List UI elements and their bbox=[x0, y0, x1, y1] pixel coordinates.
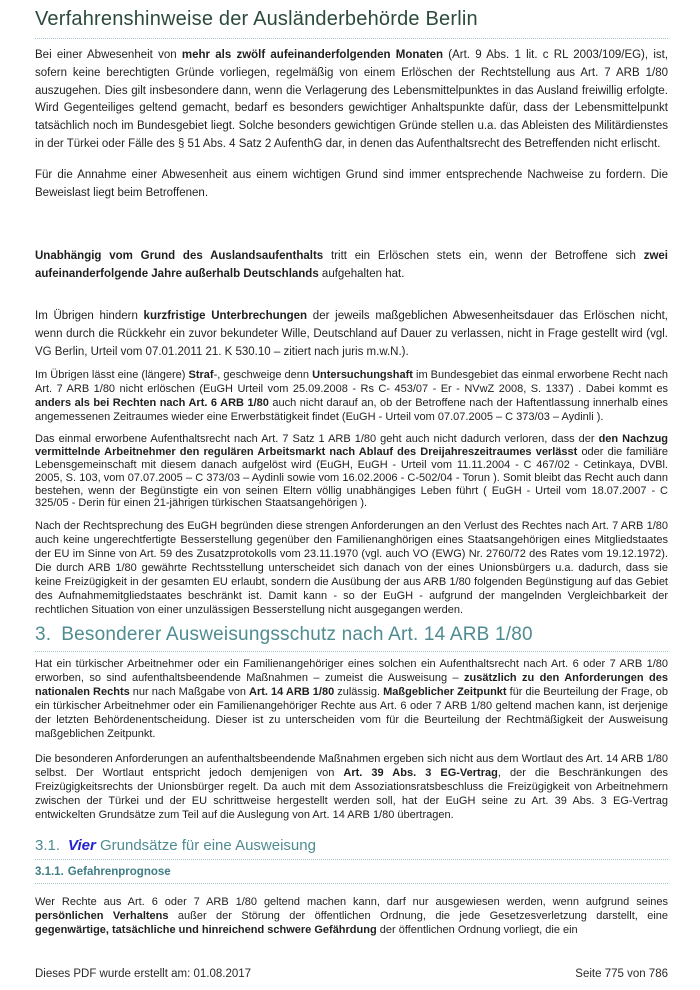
section-heading-3-1 bbox=[35, 837, 668, 860]
section-number: 3.1. bbox=[35, 837, 61, 855]
document-title: Verfahrenshinweise der Ausländerbehörde Berlin bbox=[35, 8, 668, 39]
section-number: 3.1.1. bbox=[35, 866, 64, 879]
text-run: -, geschweige denn bbox=[213, 369, 313, 382]
text-run: oder die familiäre Lebensgemeinschaft mit diesem danach aufgelöst wird (EuGH, EuGH - Urteil vom 11.11.2004 - C 467/02 - Cetinkaya, DVBl. 2005, S. 103, vom 07.07.2005 – C 373/03 – Aydinli sowie vom 16.02.2006 - C-502/04 - Torun ). Somit bleibt das Recht auch dann bestehen, wenn der Begünstigte ein von seinen Eltern völlig unabhängiges Leben führt ( EuGH - Urteil vom 18.07.2007 - C 325/05 - Derin für einen 21-jährigen türkischen Staatsangehörigen ). bbox=[35, 446, 669, 510]
text-run: der jeweils maßgeblichen Abwesenheitsdauer das Erlöschen nicht, wenn durch die Rückkehr ein zuvor bekundeter Wille, Deutschland auf Dauer zu verlassen, nicht in Frage gestellt wird (vgl. VG Berlin, Urteil vom 07.01.2011 21. K 530.10 – zitiert nach juris m.w.N.). bbox=[35, 309, 668, 358]
paragraph bbox=[35, 433, 668, 510]
bold-text-run: anders als bei Rechten nach Art. 6 ARB 1/80 bbox=[35, 397, 269, 410]
bold-text-run: Untersuchungshaft bbox=[312, 369, 413, 382]
text-run: Besonderer Ausweisungsschutz nach Art. 14 ARB 1/80 bbox=[61, 624, 533, 646]
footer-created-date: Dieses PDF wurde erstellt am: 01.08.2017 bbox=[35, 968, 252, 980]
text-run: aufgehalten hat. bbox=[318, 268, 405, 281]
text-run: Hat ein türkischer Arbeitnehmer oder ein Familienangehöriger eines solchen ein Aufenthaltsrecht nach Art. 6 oder 7 ARB 1/80 erworben, so sind aufenthaltsbeendende Maßnahmen – zumeist die Ausweisung – bbox=[35, 658, 668, 685]
text-run: Im Übrigen lässt eine (längere) bbox=[35, 369, 189, 382]
paragraph bbox=[35, 368, 668, 424]
bold-text-run: gegenwärtige, tatsächliche und hinreichend schwere Gefährdung bbox=[35, 924, 377, 937]
text-run: außer der Störung der öffentlichen Ordnung, die jede Gesetzesverletzung darstellt, eine bbox=[168, 910, 669, 923]
paragraph bbox=[35, 248, 668, 284]
bold-text-run: Straf bbox=[188, 369, 214, 382]
bold-text-run: Art. 39 Abs. 3 EG-Vertrag bbox=[343, 767, 498, 780]
paragraph bbox=[35, 308, 668, 361]
bold-text-run: zusätzlich zu den Anforderungen des nationalen Rechts bbox=[35, 672, 669, 699]
section-number: 3. bbox=[35, 624, 52, 646]
bold-text-run: den Nachzug vermittelnde Arbeitnehmer den regulären Arbeitsmarkt nach Ablauf des Dreijahreszeitraumes verlässt bbox=[35, 433, 669, 459]
paragraph bbox=[35, 47, 668, 154]
section-heading-3 bbox=[35, 624, 668, 652]
text-run: Nach der Rechtsprechung des EuGH begründen diese strengen Anforderungen an den Verlust des Rechtes nach Art. 7 ARB 1/80 auch keine ungerechtfertigte Besserstellung gegenüber den Familienanghörigen eines Staatsangehörigen eines Mitgliedstaates der EU im Sinne von Art. 59 des Zusatzprotokolls vom 23.11.1970 (vgl. auch VO (EWG) Nr. 2760/72 des Rates vom 19.12.1972). Die durch ARB 1/80 gewährte Rechtsstellung unterscheidet sich danach von der eines Unionsbürgers u.a. dadurch, dass sie keine Freizügigkeit in der gesamten EU erlaubt, sondern die Ausübung der aus ARB 1/80 folgenden Begünstigung auf das Gebiet des Aufnahmemitgliedstaates beschränkt ist. Damit kann - so der EuGH - aufgrund der mangelnden Vergleichbarkeit der rechtlichen Situation von einer unzulässigen Besserstellung nicht ausgegangen werden. bbox=[35, 520, 668, 617]
bold-text-run: Maßgeblicher Zeitpunkt bbox=[383, 686, 507, 699]
paragraph bbox=[35, 895, 668, 937]
text-run: für die Beurteilung der Frage, ob ein türkischer Arbeitnehmer oder ein Familienangehöriger Rechte aus Art. 6 oder 7 ARB 1/80 geltend machen kann, ist derjenige der letzten Behördenentscheidung. Dieser ist zu unterscheiden vom für die Beurteilung der Rechtmäßigkeit der Ausweisung maßgeblichen Zeitpunkt. bbox=[35, 686, 669, 741]
text-run: zulässig. bbox=[334, 686, 384, 699]
text-run: im Bundesgebiet das einmal erworbene Recht nach Art. 7 ARB 1/80 nicht erlöschen (EuGH Urteil vom 25.09.2008 - Rs C- 453/07 - Er - NVwZ 2008, S. 1337) . Dabei kommt es bbox=[35, 369, 669, 396]
bold-text-run: kurzfristige Unterbrechungen bbox=[143, 309, 308, 322]
paragraph bbox=[35, 657, 668, 741]
text-run: Wer Rechte aus Art. 6 oder 7 ARB 1/80 geltend machen kann, darf nur ausgewiesen werden, wenn aufgrund seines bbox=[35, 896, 668, 909]
text-run: Grundsätze für eine Ausweisung bbox=[95, 837, 316, 855]
text-run: Gefahrenprognose bbox=[67, 866, 171, 879]
text-run: , der die Beschränkungen des Freizügigkeitsrechts der Unionsbürger regelt. Da auch mit dem Assoziationsratsbeschluss die Freizügigkeit von Arbeitnehmern zwischen der Türkei und der EU schrittweise hergestellt werden soll, hat der EuGH seine zu Art. 39 Abs. 3 EG-Vertrag entwickelten Grundsätze zum Teil auf die Auslegung von Art. 14 ARB 1/80 übertragen. bbox=[35, 767, 669, 822]
paragraph bbox=[35, 519, 668, 617]
text-run: (Art. 9 Abs. 1 lit. c RL 2003/109/EG), ist, sofern keine berechtigten Gründe vorliegen, regelmäßig von einem Erlöschen der Rechtstellung aus Art. 7 ARB 1/80 auszugehen. Dies gilt insbesondere dann, wenn die Verlagerung des Lebensmittelpunktes in das Ausland freiwillig erfolgte. Wird Gegenteiliges geltend gemacht, bedarf es besonders gewichtiger Anhaltspunkte dafür, dass der Lebensmittelpunkt tatsächlich noch im Bundesgebiet liegt. Solche besonders gewichtigen Gründe stellen u.a. das Ableisten des Militärdienstes in der Türkei oder Fälle des § 51 Abs. 4 Satz 2 AufenthG dar, in denen das Aufenthaltsrecht des Betreffenden nicht erlischt. bbox=[35, 49, 669, 150]
text-run: Bei einer Abwesenheit von bbox=[35, 49, 182, 61]
bold-text-run: Unabhängig vom Grund des Auslandsaufenthalts bbox=[35, 250, 324, 263]
section-heading-3-1-1 bbox=[35, 866, 668, 884]
text-run: der öffentlichen Ordnung vorliegt, die ein bbox=[376, 924, 578, 937]
text-run: Die besonderen Anforderungen an aufenthaltsbeendende Maßnahmen ergeben sich nicht aus dem Wortlaut des Art. 14 ARB 1/80 selbst. Der Wortlaut entspricht jedoch demjenigen von bbox=[35, 753, 668, 780]
page-footer bbox=[35, 968, 668, 980]
paragraph bbox=[35, 167, 668, 203]
document-body bbox=[35, 47, 668, 937]
text-run: tritt ein Erlöschen stets ein, wenn der Betroffene sich bbox=[323, 250, 644, 263]
footer-page-number: Seite 775 von 786 bbox=[575, 968, 668, 980]
text-run: Für die Annahme einer Abwesenheit aus einem wichtigen Grund sind immer entsprechende Nachweise zu fordern. Die Beweislast liegt beim Betroffenen. bbox=[35, 168, 668, 199]
paragraph bbox=[35, 752, 668, 822]
text-run: Das einmal erworbene Aufenthaltsrecht nach Art. 7 Satz 1 ARB 1/80 geht auch nicht dadurch verloren, dass der bbox=[35, 433, 599, 446]
text-run: nur nach Maßgabe von bbox=[129, 686, 249, 699]
bold-text-run: Art. 14 ARB 1/80 bbox=[249, 686, 335, 699]
bold-text-run: zwei aufeinanderfolgende Jahre außerhalb Deutschlands bbox=[35, 250, 669, 281]
accent-text-run: Vier bbox=[68, 837, 96, 855]
bold-text-run: mehr als zwölf aufeinanderfolgenden Monaten bbox=[181, 49, 444, 61]
text-run: Im Übrigen hindern bbox=[35, 309, 144, 322]
text-run: auch nicht darauf an, ob der Betroffene nach der Haftentlassung innerhalb eines angemessenen Zeitraumes wieder eine Erwerbstätigkeit findet (EuGH - Urteil vom 07.07.2005 – C 373/03 – Aydinli ). bbox=[35, 397, 669, 424]
bold-text-run: persönlichen Verhaltens bbox=[35, 910, 169, 923]
